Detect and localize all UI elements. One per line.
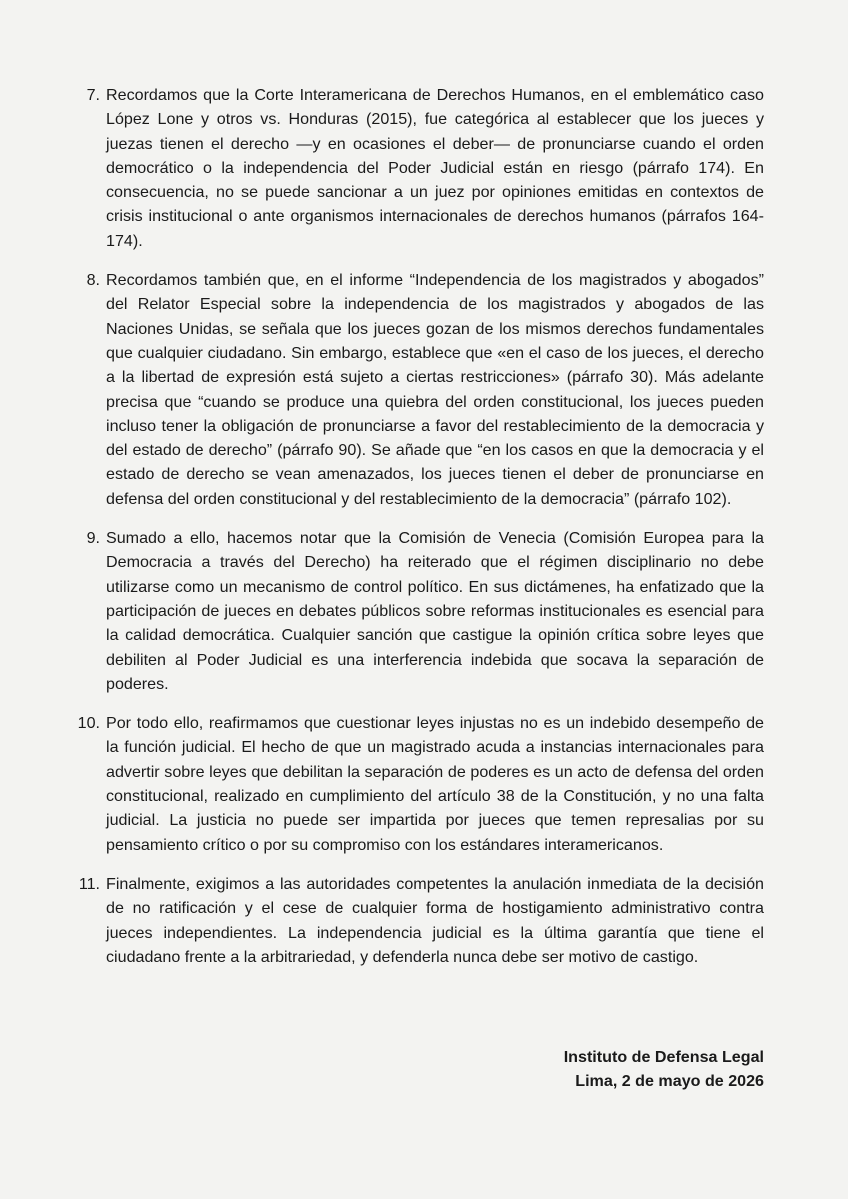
- item-number: 7.: [86, 86, 100, 104]
- item-text: Por todo ello, reafirmamos que cuestionar leyes injustas no es un indebido desempeño de la función judicial. El hecho de que un magistrado acuda a instancias internacionales para advertir sobre leyes que debilitan la separación de poderes es un acto de defensa del orden constitucional, realizado en cumplimiento del artículo 38 de la Constitución, y no una falta judicial. La justicia no puede ser impartida por jueces que temen represalias por su pensamiento crítico o por su compromiso con los estándares interamericanos.: [106, 714, 764, 854]
- item-number: 11.: [78, 874, 100, 893]
- item-text: Recordamos también que, en el informe “Independencia de los magistrados y abogados” del Relator Especial sobre la independencia de los magistrados y abogados de las Naciones Unidas, se señala que los jueces gozan de los mismos derechos fundamentales que cualquier ciudadano. Sin embargo, establece que «en el caso de los jueces, el derecho a la libertad de expresión está sujeto a ciertas restricciones» (párrafo 30). Más adelante precisa que “cuando se produce una quiebra del orden constitucional, los jueces pueden incluso tener la obligación de pronunciarse a favor del restablecimiento de la democracia y del estado de derecho” (párrafo 90). Se añade que “en los casos en que la democracia y el estado de derecho se vean amenazados, los jueces tienen el deber de pronunciarse en defensa del orden constitucional y del restablecimiento de la democracia” (párrafo 102).: [106, 271, 764, 508]
- item-text: Recordamos que la Corte Interamericana de Derechos Humanos, en el emblemático caso López Lone y otros vs. Honduras (2015), fue categórica al establecer que los jueces y juezas tienen el derecho —y en ocasiones el deber— de pronunciarse cuando el orden democrático o la independencia del Poder Judicial están en riesgo (párrafo 174). En consecuencia, no se puede sancionar a un juez por opiniones emitidas en contextos de crisis institucional o ante organismos internacionales de derechos humanos (párrafos 164-174).: [106, 86, 764, 250]
- item-number: 10.: [77, 714, 100, 733]
- list-item: [70, 268, 764, 511]
- item-text: Sumado a ello, hacemos notar que la Comisión de Venecia (Comisión Europea para la Democracia a través del Derecho) ha reiterado que el régimen disciplinario no debe utilizarse como un mecanismo de control político. En sus dictámenes, ha enfatizado que la participación de jueces en debates públicos sobre reformas institucionales es esencial para la calidad democrática. Cualquier sanción que castigue la opinión crítica sobre leyes que debiliten al Poder Judicial es una interferencia indebida que socava la separación de poderes.: [106, 529, 764, 693]
- list-item: [70, 872, 764, 969]
- signature-place-date: Lima, 2 de mayo de 2026: [575, 1072, 764, 1091]
- list-item: [70, 526, 764, 696]
- list-item: [70, 83, 764, 253]
- signature-organization: Instituto de Defensa Legal: [563, 1048, 764, 1066]
- list-item: [70, 711, 764, 857]
- item-number: 9.: [86, 529, 100, 548]
- signature-block: [564, 1045, 764, 1094]
- item-number: 8.: [86, 271, 100, 290]
- item-text: Finalmente, exigimos a las autoridades competentes la anulación inmediata de la decisión de no ratificación y el cese de cualquier forma de hostigamiento administrativo contra jueces independientes. La independencia judicial es la última garantía que tiene el ciudadano frente a la arbitrariedad, y defenderla nunca debe ser motivo de castigo.: [106, 874, 764, 966]
- numbered-list: [70, 83, 764, 984]
